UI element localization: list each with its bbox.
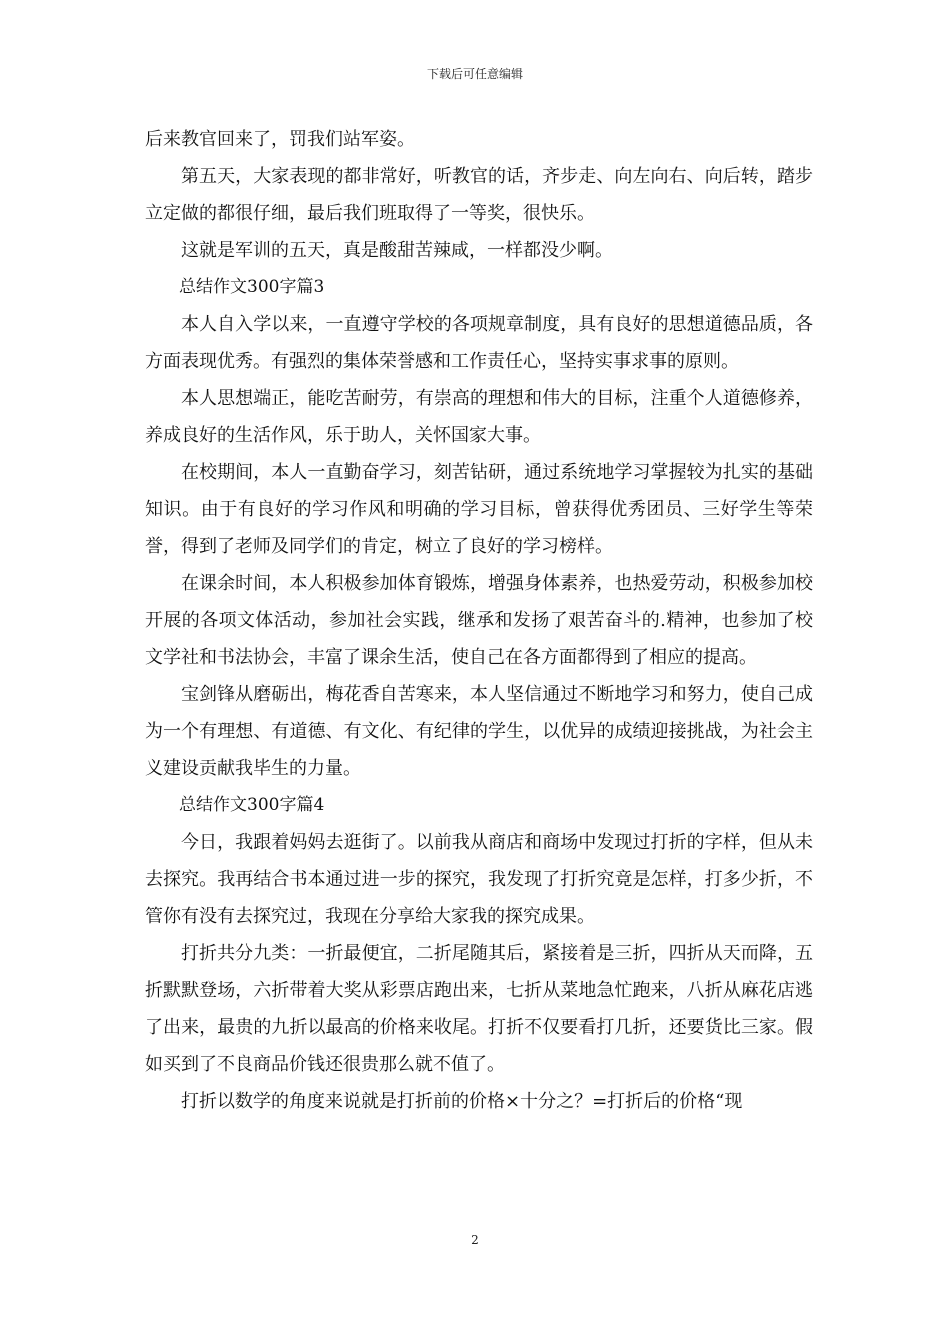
paragraph: 在校期间，本人一直勤奋学习，刻苦钻研，通过系统地学习掌握较为扎实的基础知识。由于有良好的学习作风和明确的学习目标，曾获得优秀团员、三好学生等荣誉，得到了老师及同学们的肯定，树立了良好的学习榜样。 — [145, 462, 813, 557]
paragraph: 本人思想端正，能吃苦耐劳，有崇高的理想和伟大的目标，注重个人道德修养，养成良好的生活作风，乐于助人，关怀国家大事。 — [145, 388, 813, 446]
paragraph: 宝剑锋从磨砺出，梅花香自苦寒来，本人坚信通过不断地学习和努力，使自己成为一个有理想、有道德、有文化、有纪律的学生，以优异的成绩迎接挑战，为社会主义建设贡献我毕生的力量。 — [145, 684, 813, 779]
section-heading: 总结作文300字篇4 — [179, 795, 325, 815]
section-heading: 总结作文300字篇3 — [179, 277, 325, 297]
paragraph: 今日，我跟着妈妈去逛街了。以前我从商店和商场中发现过打折的字样，但从未去探究。我再结合书本通过进一步的探究，我发现了打折究竟是怎样，打多少折，不管你有没有去探究过，我现在分享给大家我的探究成果。 — [145, 832, 813, 927]
paragraph: 打折共分九类：一折最便宜，二折尾随其后，紧接着是三折，四折从天而降，五折默默登场，六折带着大奖从彩票店跑出来，七折从菜地急忙跑来，八折从麻花店逃了出来，最贵的九折以最高的价格来收尾。打折不仅要看打几折，还要货比三家。假如买到了不良商品价钱还很贵那么就不值了。 — [145, 943, 813, 1075]
page-header: 下载后可任意编辑 — [426, 67, 523, 81]
paragraph: 打折以数学的角度来说就是打折前的价格×十分之？=打折后的价格“现 — [181, 1091, 743, 1112]
paragraph: 这就是军训的五天，真是酸甜苦辣咸，一样都没少啊。 — [181, 240, 613, 261]
document-body — [145, 121, 813, 1120]
paragraph: 本人自入学以来，一直遵守学校的各项规章制度，具有良好的思想道德品质，各方面表现优秀。有强烈的集体荣誉感和工作责任心，坚持实事求事的原则。 — [145, 314, 813, 372]
paragraph: 第五天，大家表现的都非常好，听教官的话，齐步走、向左向右、向后转，踏步立定做的都很仔细，最后我们班取得了一等奖，很快乐。 — [145, 166, 813, 224]
paragraph-continued: 后来教官回来了，罚我们站军姿。 — [145, 129, 415, 150]
paragraph: 在课余时间，本人积极参加体育锻炼，增强身体素养，也热爱劳动，积极参加校开展的各项文体活动，参加社会实践，继承和发扬了艰苦奋斗的.精神，也参加了校文学社和书法协会，丰富了课余生活，使自己在各方面都得到了相应的提高。 — [145, 573, 813, 668]
page-number: 2 — [471, 1233, 479, 1247]
